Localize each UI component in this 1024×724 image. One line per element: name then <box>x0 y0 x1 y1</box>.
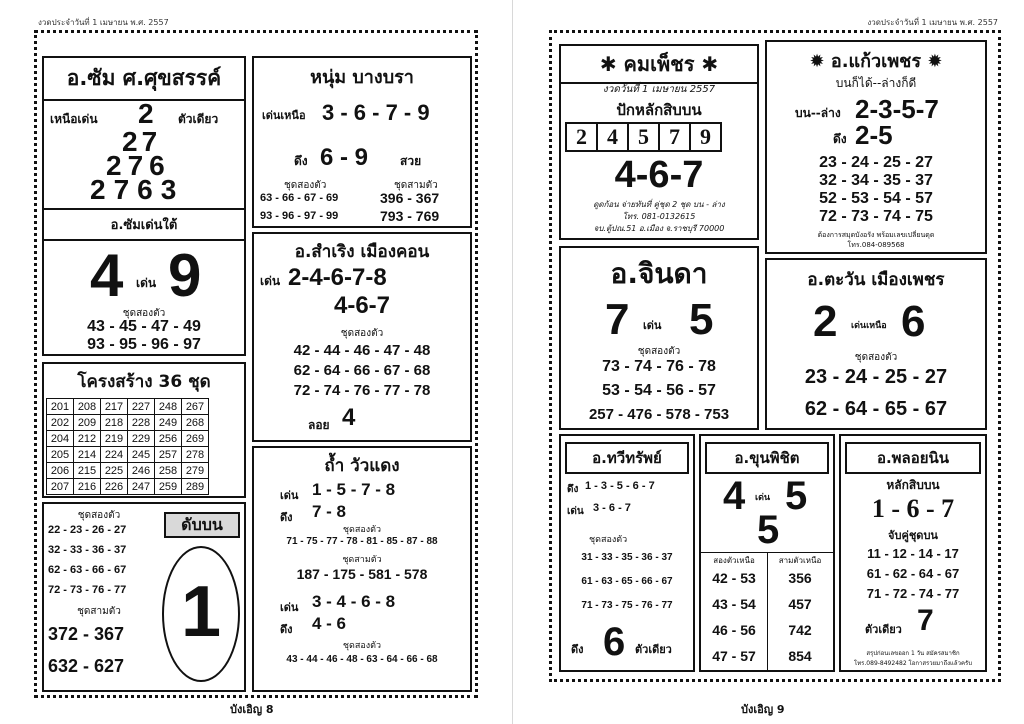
som-pyramid-1: 27 <box>122 126 162 157</box>
num-bangbra-box <box>252 56 472 228</box>
kom-contact-3: จบ.ตู้ปณ.51 อ.เมือง จ.ราชบุรี 70000 <box>593 224 725 233</box>
ploi-single-digit: 7 <box>917 604 934 637</box>
tham-den2-label: เด่น <box>280 601 299 614</box>
thawee-single: ตัวเดียว <box>635 643 672 656</box>
bangbra-den-nua-nums: 3 - 6 - 7 - 9 <box>322 100 430 125</box>
kom-digit-cell: 7 <box>659 123 690 151</box>
khun-col2-value: 457 <box>788 596 812 612</box>
jinda-row-1: 73 - 74 - 76 - 78 <box>602 358 716 375</box>
sun-icon: ✹ <box>809 51 825 72</box>
tham-den2-nums: 3 - 4 - 6 - 8 <box>312 592 396 611</box>
structure-cell: 225 <box>101 463 128 479</box>
kaew-sub: บนก็ได้--ล่างก็ดี <box>835 76 917 90</box>
kaew-phone: โทร.084-089568 <box>847 241 905 249</box>
structure-cell: 226 <box>101 479 128 495</box>
tham-den-label: เด่น <box>280 489 299 502</box>
som-pyramid-3: 2763 <box>90 174 185 205</box>
thawee-row-2: 61 - 63 - 65 - 66 - 67 <box>581 576 673 587</box>
thawee-big: 6 <box>603 620 626 664</box>
samroeng-den-nums: 2-4-6-7-8 <box>288 264 387 291</box>
bl-pair-4: 72 - 73 - 76 - 77 <box>48 584 127 596</box>
structure-cell: 268 <box>182 415 209 431</box>
dub-label: ดับบน <box>164 512 240 538</box>
tham-dueng-nums: 7 - 8 <box>312 502 347 521</box>
tham-den-nums: 1 - 5 - 7 - 8 <box>312 480 396 499</box>
ploi-single-label: ตัวเดียว <box>865 623 902 636</box>
tham-box <box>252 446 472 692</box>
structure-cell: 259 <box>155 479 182 495</box>
star-icon: ✱ <box>599 52 617 76</box>
structure-cell: 229 <box>128 431 155 447</box>
ploi-box <box>839 434 987 672</box>
structure-row <box>47 431 209 447</box>
khun-big-b: 5 <box>785 474 808 518</box>
samroeng-box <box>252 232 472 442</box>
khun-col1-value: 47 - 57 <box>712 648 756 664</box>
kom-title: คมเพ็ชร <box>623 52 695 76</box>
thawee-row-1: 31 - 33 - 35 - 36 - 37 <box>581 552 673 563</box>
bangbra-pair-1: 63 - 66 - 67 - 69 <box>260 192 339 204</box>
samroeng-loi-digit: 4 <box>342 404 356 431</box>
tawan-row-1: 23 - 24 - 25 - 27 <box>804 366 948 388</box>
samroeng-row-2: 62 - 64 - 66 - 67 - 68 <box>293 362 431 379</box>
khun-col2-value: 854 <box>788 648 812 664</box>
ploi-row-3: 71 - 72 - 74 - 77 <box>866 586 960 601</box>
structure-cell: 204 <box>47 431 74 447</box>
jinda-row-3: 257 - 476 - 578 - 753 <box>588 406 730 423</box>
tham-pairs-row: 71 - 75 - 77 - 78 - 81 - 85 - 87 - 88 <box>286 536 438 547</box>
structure-cell: 227 <box>128 399 155 415</box>
tawan-big-b: 6 <box>901 297 926 346</box>
tham-chud-song: ชุดสองตัว <box>342 525 382 535</box>
kaew-dueng-nums: 2-5 <box>855 120 893 150</box>
jinda-big-b: 5 <box>689 295 714 344</box>
bangbra-triple-2: 793 - 769 <box>380 208 440 224</box>
kom-digit-cell: 4 <box>597 123 628 151</box>
thawee-title: อ.ทวีทรัพย์ <box>565 442 689 474</box>
bl-pair-3: 62 - 63 - 66 - 67 <box>48 564 127 576</box>
khun-col1-value: 42 - 53 <box>712 570 756 586</box>
ploi-sub: หลักสิบบน <box>886 478 940 492</box>
khun-big-a: 4 <box>723 474 746 518</box>
bangbra-dueng-nums: 6 - 9 <box>320 144 369 171</box>
kom-digit-cell: 9 <box>690 123 721 151</box>
khun-den-label: เด่น <box>755 493 771 503</box>
thawee-box <box>559 434 695 672</box>
sun-icon: ✹ <box>927 51 943 72</box>
kaew-row-4: 72 - 73 - 74 - 75 <box>819 208 933 225</box>
kaew-dueng-label: ดึง <box>833 132 847 146</box>
som-row-2: 93 - 95 - 96 - 97 <box>87 336 201 353</box>
khun-big-c: 5 <box>757 508 780 552</box>
kaew-note: ต้องการสมุดบังอรัง พร้อมเลขเปลี่ยนดุด <box>817 231 935 239</box>
structure-cell: 228 <box>128 415 155 431</box>
bangbra-den-nua-label: เด่นเหนือ <box>262 109 306 122</box>
tawan-title: อ.ตะวัน เมืองเพชร <box>807 270 945 290</box>
structure-cell: 245 <box>128 447 155 463</box>
structure-table <box>46 398 209 495</box>
bangbra-pair-2: 93 - 96 - 97 - 99 <box>260 210 339 222</box>
tham-dueng2-nums: 4 - 6 <box>312 614 347 633</box>
jinda-big-a: 7 <box>605 295 630 344</box>
dub-digit: 1 <box>180 572 222 652</box>
som-title: อ.ซัม ศ.ศุขสรรค์ <box>44 62 244 101</box>
bl-triple-1: 372 - 367 <box>48 624 125 644</box>
tham-pairs-row-2: 43 - 44 - 46 - 48 - 63 - 64 - 66 - 68 <box>286 654 438 665</box>
bl-pair-2: 32 - 33 - 36 - 37 <box>48 544 127 556</box>
ploi-note-2: โทร.089-8492482 โอกาสรวยมาถึงแล้วครับ <box>854 660 972 667</box>
structure-cell: 217 <box>101 399 128 415</box>
kaew-row-1: 23 - 24 - 25 - 27 <box>819 154 933 171</box>
samroeng-title: อ.สำเริง เมืองคอน <box>294 242 430 262</box>
tham-title: ถ้ำ วัวแดง <box>324 456 400 476</box>
som-row-1: 43 - 45 - 47 - 49 <box>87 318 201 335</box>
structure-cell: 247 <box>128 479 155 495</box>
structure-cell: 269 <box>182 431 209 447</box>
som-pyramid-2: 276 <box>106 150 171 181</box>
khun-col1-value: 43 - 54 <box>712 596 756 612</box>
right-page-footer: บังเอิญ 9 <box>741 703 785 716</box>
tham-chud-song-2: ชุดสองตัว <box>342 641 382 651</box>
samroeng-chud-song: ชุดสองตัว <box>340 328 384 339</box>
kom-digit-cell: 2 <box>566 123 597 151</box>
khun-col2-label: สามตัวเหนือ <box>778 556 822 565</box>
som-sub-title: อ.ซัมเด่นใต้ <box>44 208 244 241</box>
structure-row <box>47 463 209 479</box>
som-nua-digit: 2 <box>138 98 154 129</box>
tham-chud-sam: ชุดสามตัว <box>342 555 382 565</box>
star-icon: ✱ <box>701 52 719 76</box>
structure-cell: 248 <box>155 399 182 415</box>
structure-cell: 256 <box>155 431 182 447</box>
bangbra-chud-sam: ชุดสามตัว <box>394 180 438 191</box>
structure-cell: 219 <box>101 431 128 447</box>
tawan-chud-song: ชุดสองตัว <box>854 352 898 363</box>
structure-cell: 218 <box>101 415 128 431</box>
structure-cell: 208 <box>74 399 101 415</box>
samroeng-loi-label: ลอย <box>308 418 330 432</box>
structure-cell: 257 <box>155 447 182 463</box>
structure-cell: 214 <box>74 447 101 463</box>
structure-box <box>42 362 246 498</box>
khun-col2-value: 742 <box>788 622 812 638</box>
som-box <box>42 56 246 356</box>
bl-pair-1: 22 - 23 - 26 - 27 <box>48 524 127 536</box>
structure-row <box>47 479 209 495</box>
tawan-box <box>765 258 987 430</box>
kom-digit-cell: 5 <box>628 123 659 151</box>
kaew-row-2: 32 - 34 - 35 - 37 <box>819 172 933 189</box>
structure-cell: 212 <box>74 431 101 447</box>
structure-cell: 207 <box>47 479 74 495</box>
structure-cell: 202 <box>47 415 74 431</box>
kaew-title: อ.แก้วเพชร <box>830 51 922 72</box>
jinda-box <box>559 246 759 430</box>
jinda-chud-song: ชุดสองตัว <box>637 346 681 357</box>
kaew-box <box>765 40 987 254</box>
thawee-den-nums: 3 - 6 - 7 <box>593 502 631 514</box>
structure-row <box>47 399 209 415</box>
som-den-label: เด่น <box>136 276 157 290</box>
page-date-header-right: งวดประจำวันที่ 1 เมษายน พ.ศ. 2557 <box>867 18 998 27</box>
thawee-row-3: 71 - 73 - 75 - 76 - 77 <box>581 600 673 611</box>
page-date-header: งวดประจำวันที่ 1 เมษายน พ.ศ. 2557 <box>38 18 169 27</box>
structure-cell: 206 <box>47 463 74 479</box>
kom-date: งวดวันที่ 1 เมษายน 2557 <box>602 84 716 95</box>
structure-cell: 224 <box>101 447 128 463</box>
bangbra-title: หนุ่ม บางบรา <box>310 67 414 88</box>
jinda-row-2: 53 - 54 - 56 - 57 <box>602 382 716 399</box>
structure-cell: 246 <box>128 463 155 479</box>
structure-row <box>47 447 209 463</box>
thawee-chud-song: ชุดสองตัว <box>589 535 628 545</box>
thawee-dueng-label: ดึง <box>567 484 579 495</box>
bl-chud-sam-label: ชุดสามตัว <box>77 606 121 617</box>
ploi-note-1: สรุปก่อนเลขออก 1 วัน สมัครสมาชิก <box>866 650 960 657</box>
tawan-den-nua-label: เด่นเหนือ <box>851 321 887 331</box>
ploi-row-2: 61 - 62 - 64 - 67 <box>866 566 960 581</box>
khun-box <box>699 434 835 672</box>
bl-triple-2: 632 - 627 <box>48 656 125 676</box>
structure-cell: 289 <box>182 479 209 495</box>
kom-contact-2: โทร. 081-0132615 <box>622 212 696 221</box>
khun-title: อ.ขุนพิชิต <box>705 442 829 474</box>
samroeng-den-label: เด่น <box>260 274 281 288</box>
left-page-footer: บังเอิญ 8 <box>230 703 274 716</box>
structure-cell: 205 <box>47 447 74 463</box>
structure-cell: 258 <box>155 463 182 479</box>
kom-title-row <box>561 48 757 84</box>
kaew-title-row <box>767 46 985 75</box>
samroeng-row-1: 42 - 44 - 46 - 47 - 48 <box>293 342 431 359</box>
som-big-a: 4 <box>90 242 124 309</box>
som-big-b: 9 <box>168 242 202 309</box>
kaew-bonlang-label: บน--ล่าง <box>795 106 841 120</box>
structure-cell: 215 <box>74 463 101 479</box>
khun-col1-label: สองตัวเหนือ <box>713 556 755 565</box>
ploi-title: อ.พลอยนิน <box>845 442 981 474</box>
bl-chud-song-label: ชุดสองตัว <box>77 510 121 521</box>
structure-cell: 216 <box>74 479 101 495</box>
samroeng-second: 4-6-7 <box>333 292 391 319</box>
ploi-row-1: 11 - 12 - 14 - 17 <box>867 546 959 561</box>
tham-triples-row: 187 - 175 - 581 - 578 <box>296 566 428 582</box>
right-page <box>512 0 1024 724</box>
bangbra-chud-song: ชุดสองตัว <box>284 180 327 191</box>
tawan-big-a: 2 <box>813 297 838 346</box>
samroeng-row-3: 72 - 74 - 76 - 77 - 78 <box>293 382 431 399</box>
thawee-dueng-nums: 1 - 3 - 5 - 6 - 7 <box>585 480 655 492</box>
tawan-row-2: 62 - 64 - 65 - 67 <box>804 398 948 420</box>
jinda-den-label: เด่น <box>643 319 662 332</box>
structure-cell: 249 <box>155 415 182 431</box>
khun-col1-value: 46 - 56 <box>712 622 756 638</box>
ploi-big: 1 - 6 - 7 <box>871 494 955 523</box>
som-nua-label: เหนือเด่น <box>50 112 98 126</box>
ploi-sub2: จับคู่ชุดบน <box>888 529 938 542</box>
kaew-row-3: 52 - 53 - 54 - 57 <box>819 190 933 207</box>
kom-sub: ปักหลักสิบบน <box>616 101 702 119</box>
kaew-bonlang-nums: 2-3-5-7 <box>855 94 939 124</box>
structure-row <box>47 415 209 431</box>
structure-cell: 201 <box>47 399 74 415</box>
structure-cell: 279 <box>182 463 209 479</box>
structure-cell: 267 <box>182 399 209 415</box>
bangbra-dueng-label: ดึง <box>294 154 308 168</box>
structure-title: โครงสร้าง 36 ชุด <box>77 372 211 392</box>
kom-big: 4-6-7 <box>614 154 704 196</box>
tham-dueng2-label: ดึง <box>280 623 293 636</box>
kom-box <box>559 44 759 240</box>
bottom-left-box <box>42 502 246 692</box>
tham-dueng-label: ดึง <box>280 511 293 524</box>
kom-contact-1: ดูดก้อน จ่ายทันที่ คู่ชุด 2 ชุด บน - ล่าง <box>593 200 725 209</box>
som-single-label: ตัวเดียว <box>178 112 219 126</box>
structure-cell: 278 <box>182 447 209 463</box>
bangbra-suay-label: สวย <box>400 154 422 168</box>
kom-digit-table <box>565 122 722 152</box>
bangbra-triple-1: 396 - 367 <box>380 190 440 206</box>
thawee-den-label: เด่น <box>567 506 584 517</box>
jinda-title: อ.จินดา <box>610 257 708 290</box>
structure-cell: 209 <box>74 415 101 431</box>
thawee-dueng2-label: ดึง <box>571 643 584 656</box>
som-chud-song-label: ชุดสองตัว <box>122 308 166 319</box>
khun-col2-value: 356 <box>788 570 812 586</box>
